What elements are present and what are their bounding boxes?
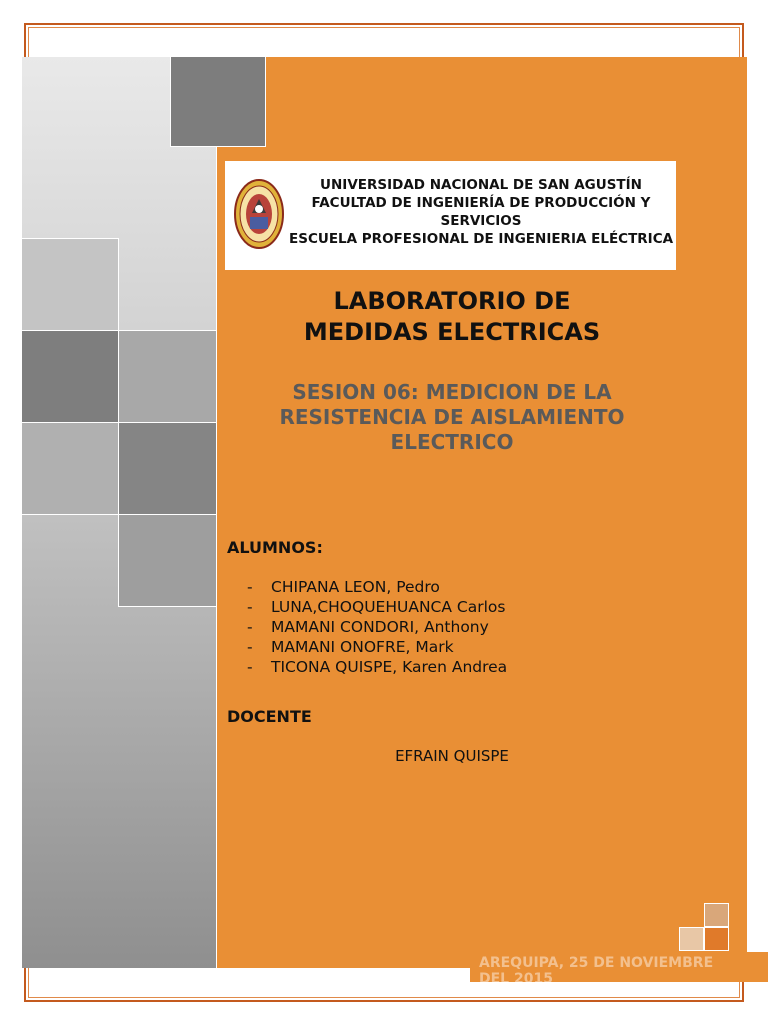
document-title: [217, 286, 687, 348]
university-header: [225, 161, 676, 270]
decor-grid-line: [216, 147, 217, 968]
teacher-name: EFRAIN QUISPE: [395, 747, 509, 765]
decor-block: [22, 239, 118, 330]
decor-grid-line: [118, 238, 119, 607]
date-line: AREQUIPA, 25 DE NOVIEMBRE: [479, 955, 714, 971]
decor-square: [704, 927, 729, 951]
student-name: MAMANI CONDORI, Anthony: [271, 618, 489, 636]
list-bullet: -: [247, 598, 253, 616]
university-seal-icon: [234, 179, 284, 249]
list-bullet: -: [247, 638, 253, 656]
university-line: UNIVERSIDAD NACIONAL DE SAN AGUSTÍN: [320, 177, 642, 193]
subtitle-line: SESION 06: MEDICION DE LA: [292, 380, 612, 404]
decor-block: [22, 331, 118, 422]
document-subtitle: [217, 380, 687, 455]
school-line: ESCUELA PROFESIONAL DE INGENIERIA ELÉCTRICA: [289, 231, 674, 247]
decor-square: [679, 927, 704, 951]
student-name: CHIPANA LEON, Pedro: [271, 578, 440, 596]
list-bullet: -: [247, 658, 253, 676]
student-name: TICONA QUISPE, Karen Andrea: [271, 658, 508, 676]
faculty-line-cont: SERVICIOS: [440, 213, 522, 229]
decor-grid-line: [118, 606, 216, 607]
list-bullet: -: [247, 578, 253, 596]
title-line: MEDIDAS ELECTRICAS: [303, 318, 601, 346]
decor-block-top: [170, 56, 266, 147]
list-item: [247, 637, 507, 657]
subtitle-line: ELECTRICO: [390, 430, 514, 454]
decor-grid-line: [22, 238, 118, 239]
decor-block: [22, 423, 118, 514]
date-line: DEL 2015: [479, 971, 553, 982]
list-item: [247, 617, 507, 637]
faculty-line: FACULTAD DE INGENIERÍA DE PRODUCCIÓN Y: [311, 195, 651, 211]
student-name: LUNA,CHOQUEHUANCA Carlos: [271, 598, 506, 616]
decor-grid-line: [22, 514, 216, 515]
decor-block: [118, 515, 216, 606]
list-bullet: -: [247, 618, 253, 636]
decor-block: [118, 331, 216, 422]
student-name: MAMANI ONOFRE, Mark: [271, 638, 454, 656]
date-text: [479, 955, 768, 982]
list-item: [247, 597, 507, 617]
title-line: LABORATORIO DE: [333, 287, 571, 315]
university-name-block: [289, 176, 673, 248]
date-bar: [470, 952, 768, 982]
decor-square: [704, 903, 729, 927]
decor-grid-line: [22, 422, 216, 423]
decor-grid-line: [22, 330, 216, 331]
students-list: [247, 577, 507, 677]
subtitle-line: RESISTENCIA DE AISLAMIENTO: [279, 405, 625, 429]
list-item: [247, 657, 507, 677]
decor-block: [118, 423, 216, 514]
list-item: [247, 577, 507, 597]
teacher-label: DOCENTE: [227, 707, 312, 726]
students-label: ALUMNOS:: [227, 538, 323, 557]
